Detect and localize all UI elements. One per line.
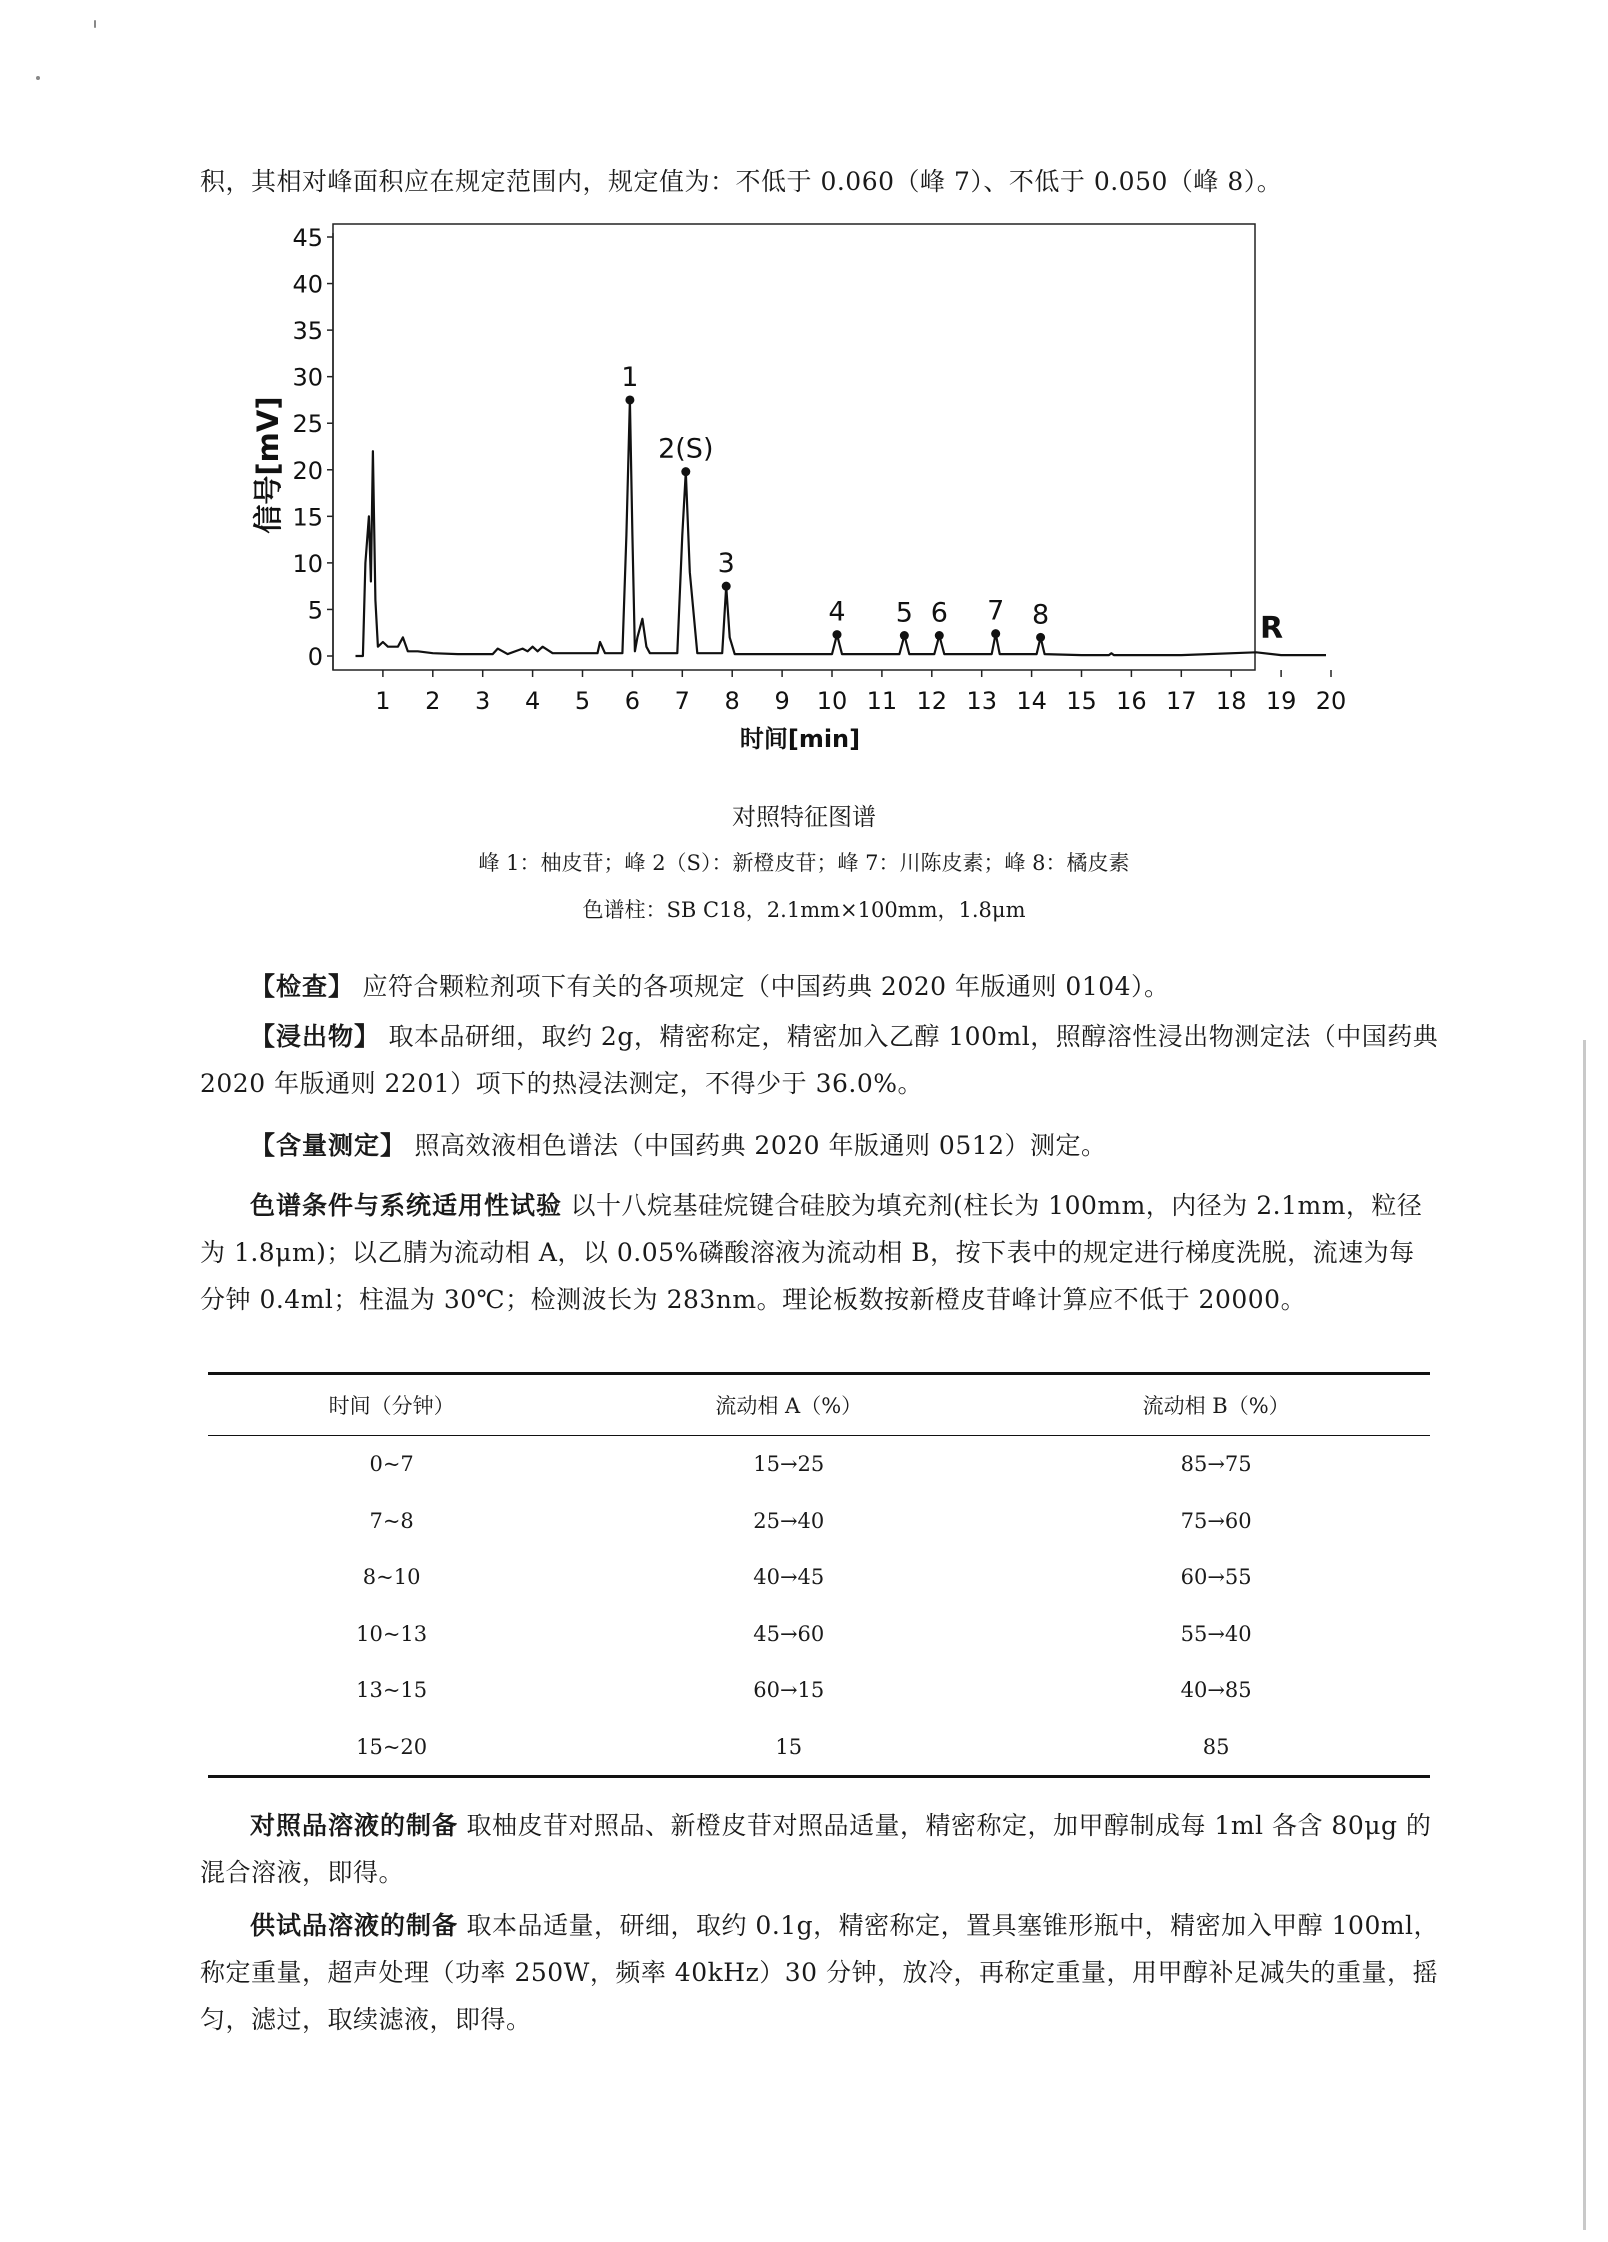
x-axis-label: 时间[min]: [739, 725, 861, 753]
assay-paragraph: [250, 1122, 1490, 1169]
table-row: [208, 1719, 1430, 1777]
x-tick-label: 18: [1215, 687, 1247, 715]
y-tick-label: 30: [292, 363, 323, 392]
table-cell: 60→55: [1180, 1565, 1252, 1590]
chromatography-title: 色谱条件与系统适用性试验: [250, 1191, 563, 1220]
table-header-phase-a: 流动相 A（%）: [575, 1374, 1002, 1436]
x-tick-label: 8: [724, 687, 740, 715]
table-cell: 15: [575, 1719, 1002, 1777]
gradient-table: [208, 1372, 1430, 1778]
y-tick-label: 35: [292, 317, 323, 346]
x-tick-label: 14: [1016, 687, 1047, 715]
peak-marker: [681, 467, 690, 476]
x-tick-label: 9: [774, 687, 790, 715]
chromatography-paragraph: [200, 1182, 1440, 1323]
table-row: [208, 1549, 1430, 1606]
table-cell: 85: [1002, 1719, 1430, 1777]
table-row: [208, 1493, 1430, 1550]
table-cell: 10~13: [356, 1621, 428, 1646]
x-tick-label: 11: [866, 687, 898, 715]
peak-label: 3: [717, 548, 735, 580]
table-cell: 25→40: [753, 1508, 825, 1533]
x-tick-label: 4: [524, 687, 541, 715]
y-tick-label: 10: [292, 549, 323, 578]
peak-label: 8: [1031, 599, 1050, 631]
table-header-time: 时间（分钟）: [208, 1374, 575, 1436]
peak-label: 5: [895, 597, 913, 629]
figure-caption: 对照特征图谱: [732, 803, 876, 831]
table-cell: 40→45: [753, 1565, 825, 1590]
table-cell: 15→25: [753, 1452, 825, 1477]
test-solution-paragraph: [200, 1902, 1440, 2043]
y-tick-label: 15: [292, 503, 323, 532]
x-tick-label: 5: [574, 687, 591, 715]
x-tick-label: 12: [916, 687, 948, 715]
figure-note-column: 色谱柱：SB C18，2.1mm×100mm，1.8μm: [582, 898, 1026, 922]
intro-line: 积，其相对峰面积应在规定范围内，规定值为：不低于 0.060（峰 7）、不低于 0.050（峰 8）。: [200, 167, 1283, 196]
test-solution-title: 供试品溶液的制备: [250, 1911, 459, 1940]
x-tick-label: 20: [1315, 687, 1347, 715]
extract-body: 取本品研细，取约 2g，精密称定，精密加入乙醇 100ml，照醇溶性浸出物测定法（中国药典 2020 年版通则 2201）项下的热浸法测定，不得少于 36.0%。: [200, 1022, 1439, 1098]
x-tick-label: 19: [1265, 687, 1297, 715]
assay-title: 【含量测定】: [250, 1131, 407, 1160]
x-tick-label: 1: [375, 687, 391, 715]
peak-label: 7: [987, 595, 1005, 627]
reference-solution-title: 对照品溶液的制备: [250, 1811, 459, 1840]
table-cell: 7~8: [369, 1508, 414, 1533]
peak-label: 6: [930, 597, 948, 629]
extract-title: 【浸出物】: [250, 1022, 381, 1051]
x-tick-label: 13: [966, 687, 997, 715]
chromatography-body: 以十八烷基硅烷键合硅胶为填充剂(柱长为 100mm，内径为 2.1mm，粒径为 1.8μm)；以乙腈为流动相 A，以 0.05%磷酸溶液为流动相 B，按下表中的规定进行梯度洗脱，流速为每分钟 0.4ml；柱温为 30℃；检测波长为 283nm。理论板数按新橙皮苷峰计算应不低于 20000。: [200, 1191, 1423, 1314]
table-cell: 85→75: [1180, 1452, 1252, 1477]
figure-note-peaks: 峰 1：柚皮苷；峰 2（S）：新橙皮苷；峰 7：川陈皮素；峰 8：橘皮素: [478, 851, 1130, 875]
peak-label: 1: [621, 361, 639, 393]
check-body: 应符合颗粒剂项下有关的各项规定（中国药典 2020 年版通则 0104）。: [362, 972, 1170, 1001]
peak-label: 4: [828, 596, 846, 628]
check-paragraph: [250, 963, 1490, 1010]
x-tick-label: 3: [475, 687, 491, 715]
x-tick-label: 7: [674, 687, 690, 715]
table-cell: 13~15: [356, 1678, 428, 1703]
y-tick-label: 0: [307, 643, 323, 671]
x-tick-label: 6: [624, 687, 641, 715]
chromatogram-chart: [240, 215, 1347, 775]
scan-speck: [36, 76, 40, 80]
peak-marker: [1036, 633, 1045, 642]
table-cell: 45→60: [753, 1621, 825, 1646]
table-header-row: [208, 1374, 1430, 1436]
peak-marker: [832, 630, 841, 639]
peak-label: 2(S): [658, 433, 714, 465]
x-tick-label: 2: [425, 687, 441, 715]
table-cell: 55→40: [1180, 1621, 1252, 1646]
reference-solution-body: 取柚皮苷对照品、新橙皮苷对照品适量，精密称定，加甲醇制成每 1ml 各含 80μg 的混合溶液，即得。: [200, 1811, 1432, 1887]
table-cell: 15~20: [208, 1719, 575, 1777]
table-cell: 40→85: [1180, 1678, 1252, 1703]
table-cell: 8~10: [362, 1565, 421, 1590]
y-tick-label: 40: [292, 270, 323, 299]
table-cell: 75→60: [1180, 1508, 1252, 1533]
chart-corner-mark: R: [1260, 611, 1284, 646]
assay-body: 照高效液相色谱法（中国药典 2020 年版通则 0512）测定。: [414, 1131, 1107, 1160]
peak-marker: [900, 631, 909, 640]
peak-marker: [722, 582, 731, 591]
y-tick-label: 20: [292, 456, 323, 485]
chart-frame: [333, 224, 1255, 670]
y-tick-label: 25: [292, 410, 323, 439]
scan-speck: [94, 20, 96, 28]
table-cell: 0~7: [369, 1452, 414, 1477]
x-tick-label: 17: [1166, 687, 1197, 715]
y-axis-label: 信号[mV]: [251, 396, 285, 534]
peak-marker: [935, 631, 944, 640]
x-tick-label: 15: [1066, 687, 1097, 715]
test-solution-body: 取本品适量，研细，取约 0.1g，精密称定，置具塞锥形瓶中，精密加入甲醇 100ml，称定重量，超声处理（功率 250W，频率 40kHz）30 分钟，放冷，再称定重量，用甲醇补足减失的重量，摇匀，滤过，取续滤液，即得。: [200, 1911, 1440, 2034]
scan-edge-line: [1583, 1040, 1586, 2230]
table-row: [208, 1606, 1430, 1663]
check-title: 【检查】: [250, 972, 355, 1001]
x-tick-label: 10: [816, 687, 848, 715]
extract-paragraph: [200, 1013, 1440, 1107]
table-row: [208, 1436, 1430, 1493]
peak-marker: [625, 395, 634, 404]
reference-solution-paragraph: [200, 1802, 1440, 1896]
table-header-phase-b: 流动相 B（%）: [1002, 1374, 1430, 1436]
table-row: [208, 1662, 1430, 1719]
peak-marker: [991, 629, 1000, 638]
y-tick-label: 5: [307, 596, 323, 625]
y-tick-label: 45: [292, 224, 323, 252]
x-tick-label: 16: [1116, 687, 1147, 715]
table-cell: 60→15: [753, 1678, 825, 1703]
